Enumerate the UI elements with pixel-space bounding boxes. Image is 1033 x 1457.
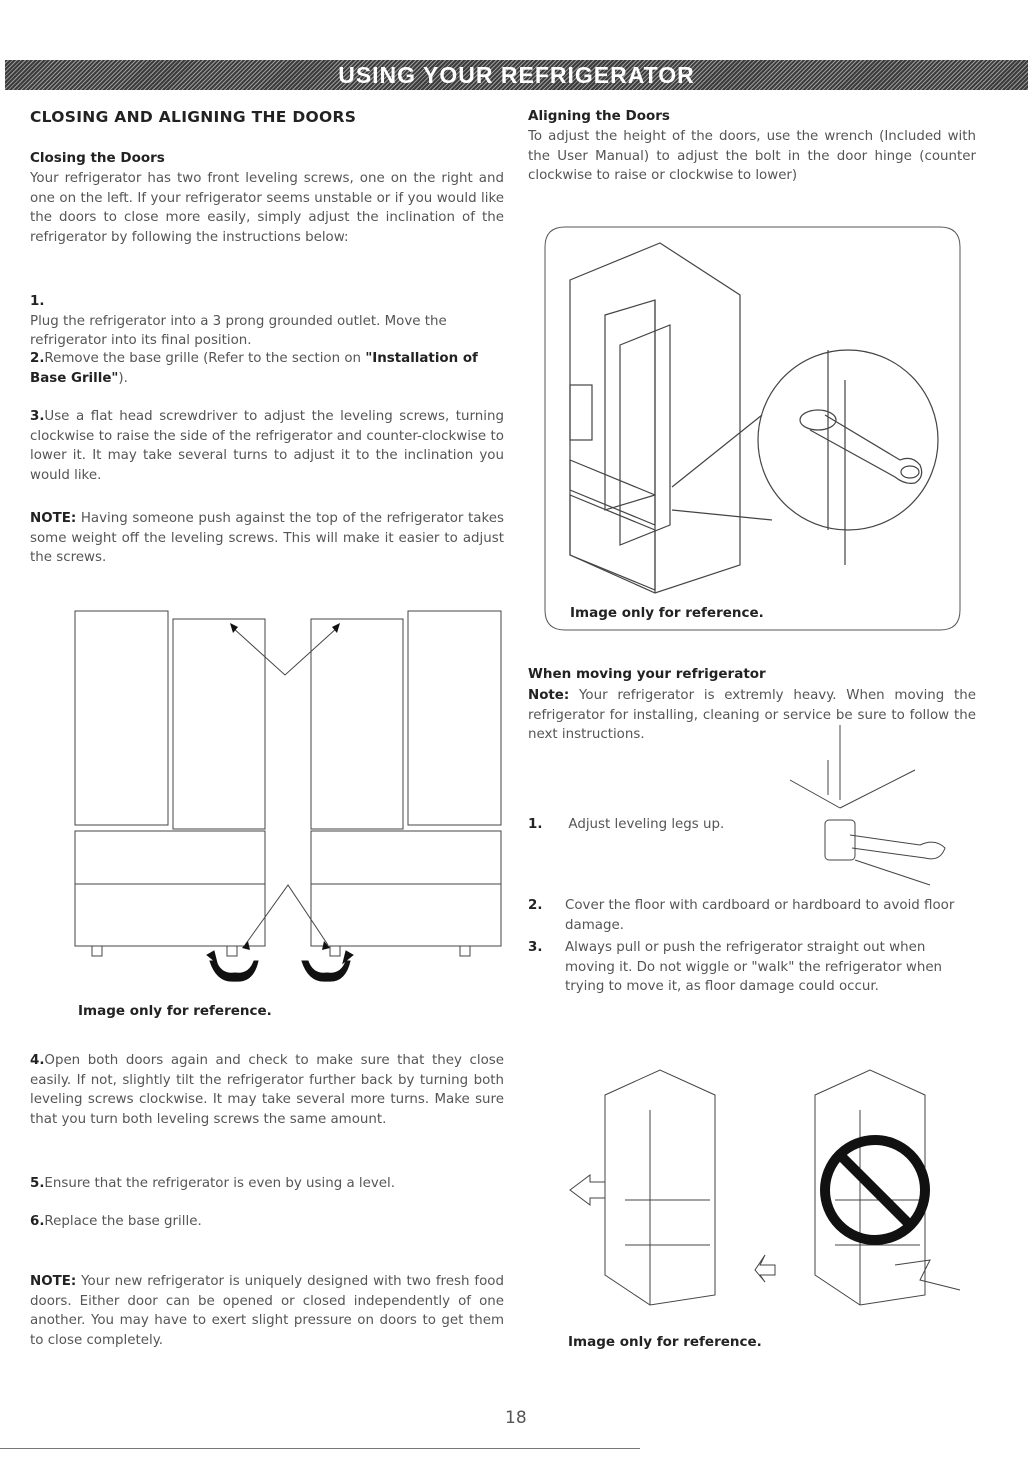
step-4: 4.Open both doors again and check to make sure that they close easily. If not, slightly tilt the refrigerator further back by turning both leveling screws clockwise. It may take several more turns. Make sure that you turn both leveling screws the same amount. [30, 1053, 504, 1127]
wrench-icon [850, 835, 945, 859]
aligning-doors-title: Aligning the Doors [528, 108, 670, 124]
hinge-wrench-diagram [540, 225, 965, 635]
right-door [311, 619, 403, 829]
moving-fridge-diagram [560, 1050, 980, 1310]
moving-step-1: 1. Adjust leveling legs up. [528, 817, 725, 832]
zoom-circle [758, 350, 938, 530]
left-door [173, 619, 265, 829]
rotate-arrow-left-icon [210, 961, 258, 981]
note-leveling: NOTE: Having someone push against the top of the refrigerator takes some weight off the leveling screws. This will make it easier to adjust the screws. [30, 511, 504, 565]
right-outer-panel [408, 611, 501, 825]
left-drawer [75, 831, 265, 946]
right-figure2-caption: Image only for reference. [568, 1334, 762, 1350]
moving-step-2: 2. Cover the floor with cardboard or hardboard to avoid floor damage. [528, 898, 955, 933]
page-number: 18 [505, 1408, 527, 1428]
step-1: 1.Plug the refrigerator into a 3 prong grounded outlet. Move the refrigerator into its final position. [30, 294, 447, 348]
aligning-text: To adjust the height of the doors, use the wrench (Included with the User Manual) to adjust the bolt in the door hinge (counter clockwise to raise or clockwise to lower) [528, 129, 976, 183]
leveling-leg-diagram [780, 720, 970, 890]
closing-doors-title: Closing the Doors [30, 150, 165, 166]
fridge-front-diagram [70, 605, 505, 990]
right-figure1-caption: Image only for reference. [570, 605, 764, 621]
fridge-correct [605, 1070, 715, 1305]
wrench-icon [810, 415, 922, 483]
section-banner [5, 60, 1028, 90]
moving-title: When moving your refrigerator [528, 666, 766, 682]
moving-note: Note: Your refrigerator is extremly heavy. When moving the refrigerator for installing, cleaning or service be sure to follow the next instructions. [528, 688, 976, 742]
banner-title: USING YOUR REFRIGERATOR [338, 61, 695, 88]
step-2: 2.Remove the base grille (Refer to the section on "Installation of Base Grille"). [30, 351, 478, 386]
step-5: 5.Ensure that the refrigerator is even by using a level. [30, 1176, 396, 1191]
note-doors: NOTE: Your new refrigerator is uniquely designed with two fresh food doors. Either door can be opened or closed independently of one another. You may have to exert slight pressure on doors to get them to close completely. [30, 1274, 504, 1348]
step-3: 3.Use a flat head screwdriver to adjust the leveling screws, turning clockwise to raise the side of the refrigerator and counter-clockwise to lower it. It may take several turns to adjust it to the inclination you would like. [30, 409, 504, 483]
left-figure-caption: Image only for reference. [78, 1003, 272, 1019]
moving-step-3: 3. Always pull or push the refrigerator straight out when moving it. Do not wiggle or "walk" the refrigerator when trying to move it, as floor damage could occur. [528, 940, 943, 994]
section-title: CLOSING AND ALIGNING THE DOORS [30, 108, 357, 126]
step-6: 6.Replace the base grille. [30, 1214, 202, 1229]
left-outer-panel [75, 611, 168, 825]
rotate-arrow-right-icon [302, 961, 350, 981]
footer-rule [0, 1448, 640, 1449]
closing-intro: Your refrigerator has two front leveling screws, one on the right and one on the left. If your refrigerator seems unstable or if you would like the doors to close more easily, simply adjust the inclination of the refrigerator by following the instructions below: [30, 171, 504, 245]
